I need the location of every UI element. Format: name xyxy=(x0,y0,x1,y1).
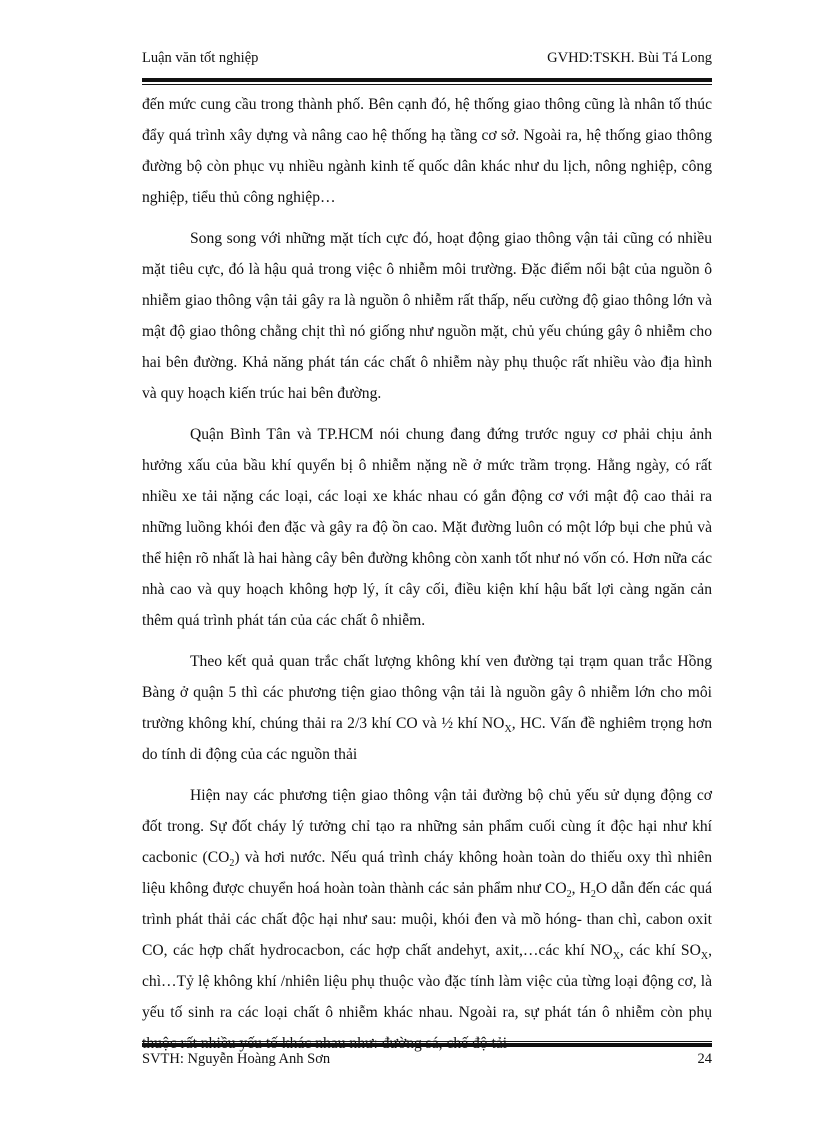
text-run: , các khí SO xyxy=(619,942,701,959)
page-header xyxy=(142,50,712,72)
paragraph xyxy=(142,419,712,636)
body-text xyxy=(142,89,712,1069)
subscript: X xyxy=(612,951,620,963)
text-run: đến mức cung cầu trong thành phố. Bên cạnh đó, hệ thống giao thông cũng là nhân tố thúc đẩy quá trình xây dựng và nâng cao hệ thống hạ tầng cơ sở. Ngoài ra, hệ thống giao thông đường bộ còn phục vụ nhiều ngành kinh tế quốc dân khác như du lịch, nông nghiệp, công nghiệp, tiểu thủ công nghiệp… xyxy=(142,96,712,206)
footer-rule-thin xyxy=(142,1041,712,1042)
paragraph xyxy=(142,646,712,770)
header-supervisor: GVHD:TSKH. Bùi Tá Long xyxy=(547,50,712,66)
page-footer xyxy=(142,1051,712,1073)
subscript: 2 xyxy=(566,889,572,901)
paragraph xyxy=(142,223,712,409)
subscript: X xyxy=(700,951,709,963)
text-run: Theo kết quả quan trắc chất lượng không khí ven đường tại trạm quan trắc Hồng Bàng ở quận 5 thì các phương tiện giao thông vận tải là nguồn gây ô nhiễm lớn cho môi trường không khí, chúng thải ra 2/3 khí CO và ½ khí NO xyxy=(142,653,712,732)
text-run: Song song với những mặt tích cực đó, hoạt động giao thông vận tải cũng có nhiều mặt tiêu cực, đó là hậu quả trong việc ô nhiễm môi trường. Đặc điểm nổi bật của nguồn ô nhiễm giao thông vận tải gây ra là nguồn ô nhiễm rất thấp, nếu cường độ giao thông lớn và mật độ giao thông chằng chịt thì nó giống như nguồn mặt, chủ yếu chúng gây ô nhiễm cho hai bên đường. Khả năng phát tán các chất ô nhiễm này phụ thuộc rất nhiều vào địa hình và quy hoạch kiến trúc hai bên đường. xyxy=(142,230,712,402)
footer-rule-thick xyxy=(142,1043,712,1047)
text-run: Hiện nay các phương tiện giao thông vận tải đường bộ chủ yếu sử dụng động cơ đốt trong. Sự đốt cháy lý tưởng chỉ tạo ra những sản phẩm cuối cùng ít độc hại như khí cacbonic (CO xyxy=(142,787,712,866)
footer-student-name: SVTH: Nguyễn Hoàng Anh Sơn xyxy=(142,1051,331,1067)
text-run: , HC. Vấn đề nghiêm trọng hơn do tính di động của các nguồn thải xyxy=(142,715,713,763)
header-rule-thick xyxy=(142,78,712,82)
subscript: X xyxy=(504,724,512,736)
subscript: 2 xyxy=(590,889,596,901)
text-run: Quận Bình Tân và TP.HCM nói chung đang đứng trước nguy cơ phải chịu ảnh hưởng xấu của bầu khí quyển bị ô nhiễm nặng nề ở mức trầm trọng. Hằng ngày, có rất nhiều xe tải nặng các loại, các loại xe khác nhau có gắn động cơ với mật độ cao thải ra những luồng khói đen đặc và gây ra độ ồn cao. Mặt đường luôn có một lớp bụi che phủ và thể hiện rõ nhất là hai hàng cây bên đường không còn xanh tốt như nó vốn có. Hơn nữa các nhà cao và quy hoạch không hợp lý, ít cây cối, điều kiện khí hậu bất lợi càng ngăn cản thêm quá trình phát tán của các chất ô nhiễm. xyxy=(142,426,712,629)
text-run: , H xyxy=(571,880,591,897)
text-run: O dẫn đến các quá trình phát thải các chất độc hại như sau: muội, khói đen và mồ hóng- than chì, cabon oxit CO, các hợp chất hydrocacbon, các hợp chất andehyt, axit,…các khí NO xyxy=(142,880,712,959)
subscript: 2 xyxy=(229,858,235,870)
text-run: ) và hơi nước. Nếu quá trình cháy không hoàn toàn do thiếu oxy thì nhiên liệu không được chuyển hoá hoàn toàn thành các sản phẩm như CO xyxy=(142,849,713,897)
header-thesis-label: Luận văn tốt nghiệp xyxy=(142,50,259,66)
header-rule-thin xyxy=(142,84,712,85)
page-number: 24 xyxy=(697,1051,712,1067)
text-run: , chì…Tỷ lệ không khí /nhiên liệu phụ thuộc vào đặc tính làm việc của từng loại động cơ, là yếu tố sinh ra các loại chất ô nhiễm khác nhau. Ngoài ra, sự phát tán ô nhiễm còn phụ xyxy=(142,942,712,1021)
paragraph xyxy=(142,780,712,1059)
paragraph xyxy=(142,89,712,213)
